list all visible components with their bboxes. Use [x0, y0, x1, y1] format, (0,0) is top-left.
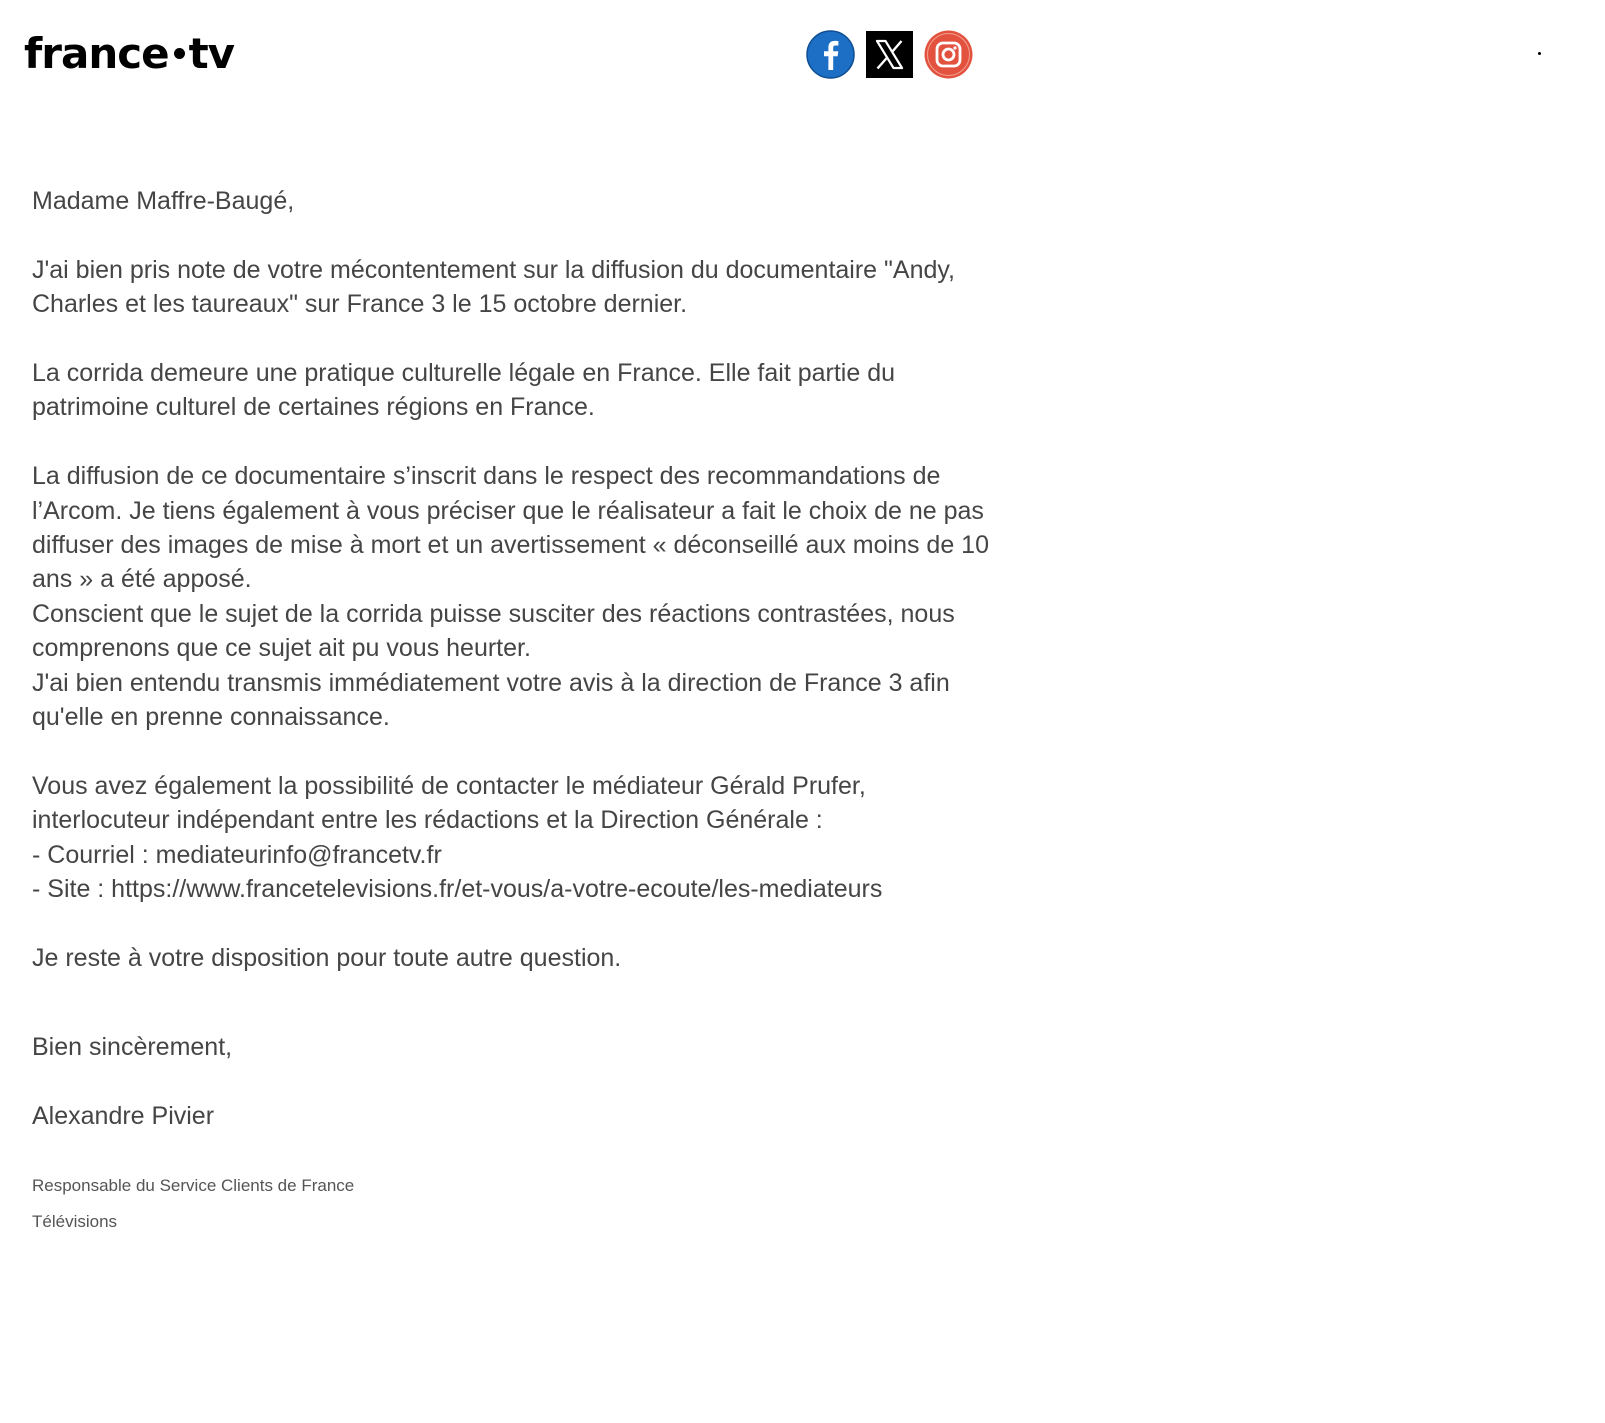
paragraph-1 [32, 253, 1112, 322]
paragraph-4 [32, 769, 1112, 907]
salutation [32, 184, 1112, 218]
text-line: l’Arcom. Je tiens également à vous préciser que le réalisateur a fait le choix de ne pas [32, 496, 984, 525]
closing [32, 1030, 1112, 1064]
signature-name-text: Alexandre Pivier [32, 1102, 215, 1131]
facebook-link[interactable] [806, 30, 855, 79]
text-line: Conscient que le sujet de la corrida puisse susciter des réactions contrastées, nous [32, 599, 955, 628]
text-line: La diffusion de ce documentaire s’inscrit dans le respect des recommandations de [32, 462, 941, 491]
instagram-link[interactable] [924, 30, 973, 79]
instagram-icon [924, 30, 973, 79]
signature-title-line: Responsable du Service Clients de France [32, 1175, 355, 1195]
signature-title-line: Télévisions [32, 1211, 118, 1231]
logo-dot [174, 48, 185, 59]
stray-dot [1538, 52, 1541, 55]
logo-text-tv: tv [188, 29, 235, 78]
text-line: Je reste à votre disposition pour toute autre question. [32, 943, 622, 972]
signature-name [32, 1099, 1112, 1133]
social-links [806, 30, 973, 79]
francetv-logo[interactable] [24, 26, 234, 82]
text-line: patrimoine culturel de certaines régions en France. [32, 393, 595, 422]
facebook-icon [806, 30, 855, 79]
x-link[interactable] [865, 30, 914, 79]
text-line: ans » a été apposé. [32, 565, 252, 594]
text-line: diffuser des images de mise à mort et un avertissement « déconseillé aux moins de 10 [32, 531, 989, 560]
text-line: J'ai bien pris note de votre mécontentement sur la diffusion du documentaire "Andy, [32, 255, 955, 284]
text-line: Vous avez également la possibilité de contacter le médiateur Gérald Prufer, [32, 771, 866, 800]
salutation-text: Madame Maffre-Baugé, [32, 187, 295, 215]
text-line: interlocuteur indépendant entre les rédactions et la Direction Générale : [32, 806, 823, 835]
paragraph-5 [32, 941, 1112, 975]
text-line: La corrida demeure une pratique culturelle légale en France. Elle fait partie du [32, 359, 896, 387]
text-line: comprenons que ce sujet ait pu vous heurter. [32, 634, 531, 663]
logo-text-france: france [24, 29, 169, 78]
paragraph-3 [32, 459, 1112, 734]
signature-title [32, 1168, 1112, 1240]
mediator-email[interactable]: - Courriel : mediateurinfo@francetv.fr [32, 840, 442, 869]
letter-body [32, 184, 1112, 1240]
paragraph-2 [32, 356, 1112, 425]
x-icon [866, 31, 913, 78]
text-line: qu'elle en prenne connaissance. [32, 703, 390, 732]
email-header [0, 0, 1605, 110]
mediator-site-link[interactable]: - Site : https://www.francetelevisions.fr/et-vous/a-votre-ecoute/les-mediateurs [32, 875, 883, 904]
closing-text: Bien sincèrement, [32, 1033, 233, 1062]
text-line: J'ai bien entendu transmis immédiatement votre avis à la direction de France 3 afin [32, 668, 950, 697]
text-line: Charles et les taureaux" sur France 3 le 15 octobre dernier. [32, 290, 688, 319]
